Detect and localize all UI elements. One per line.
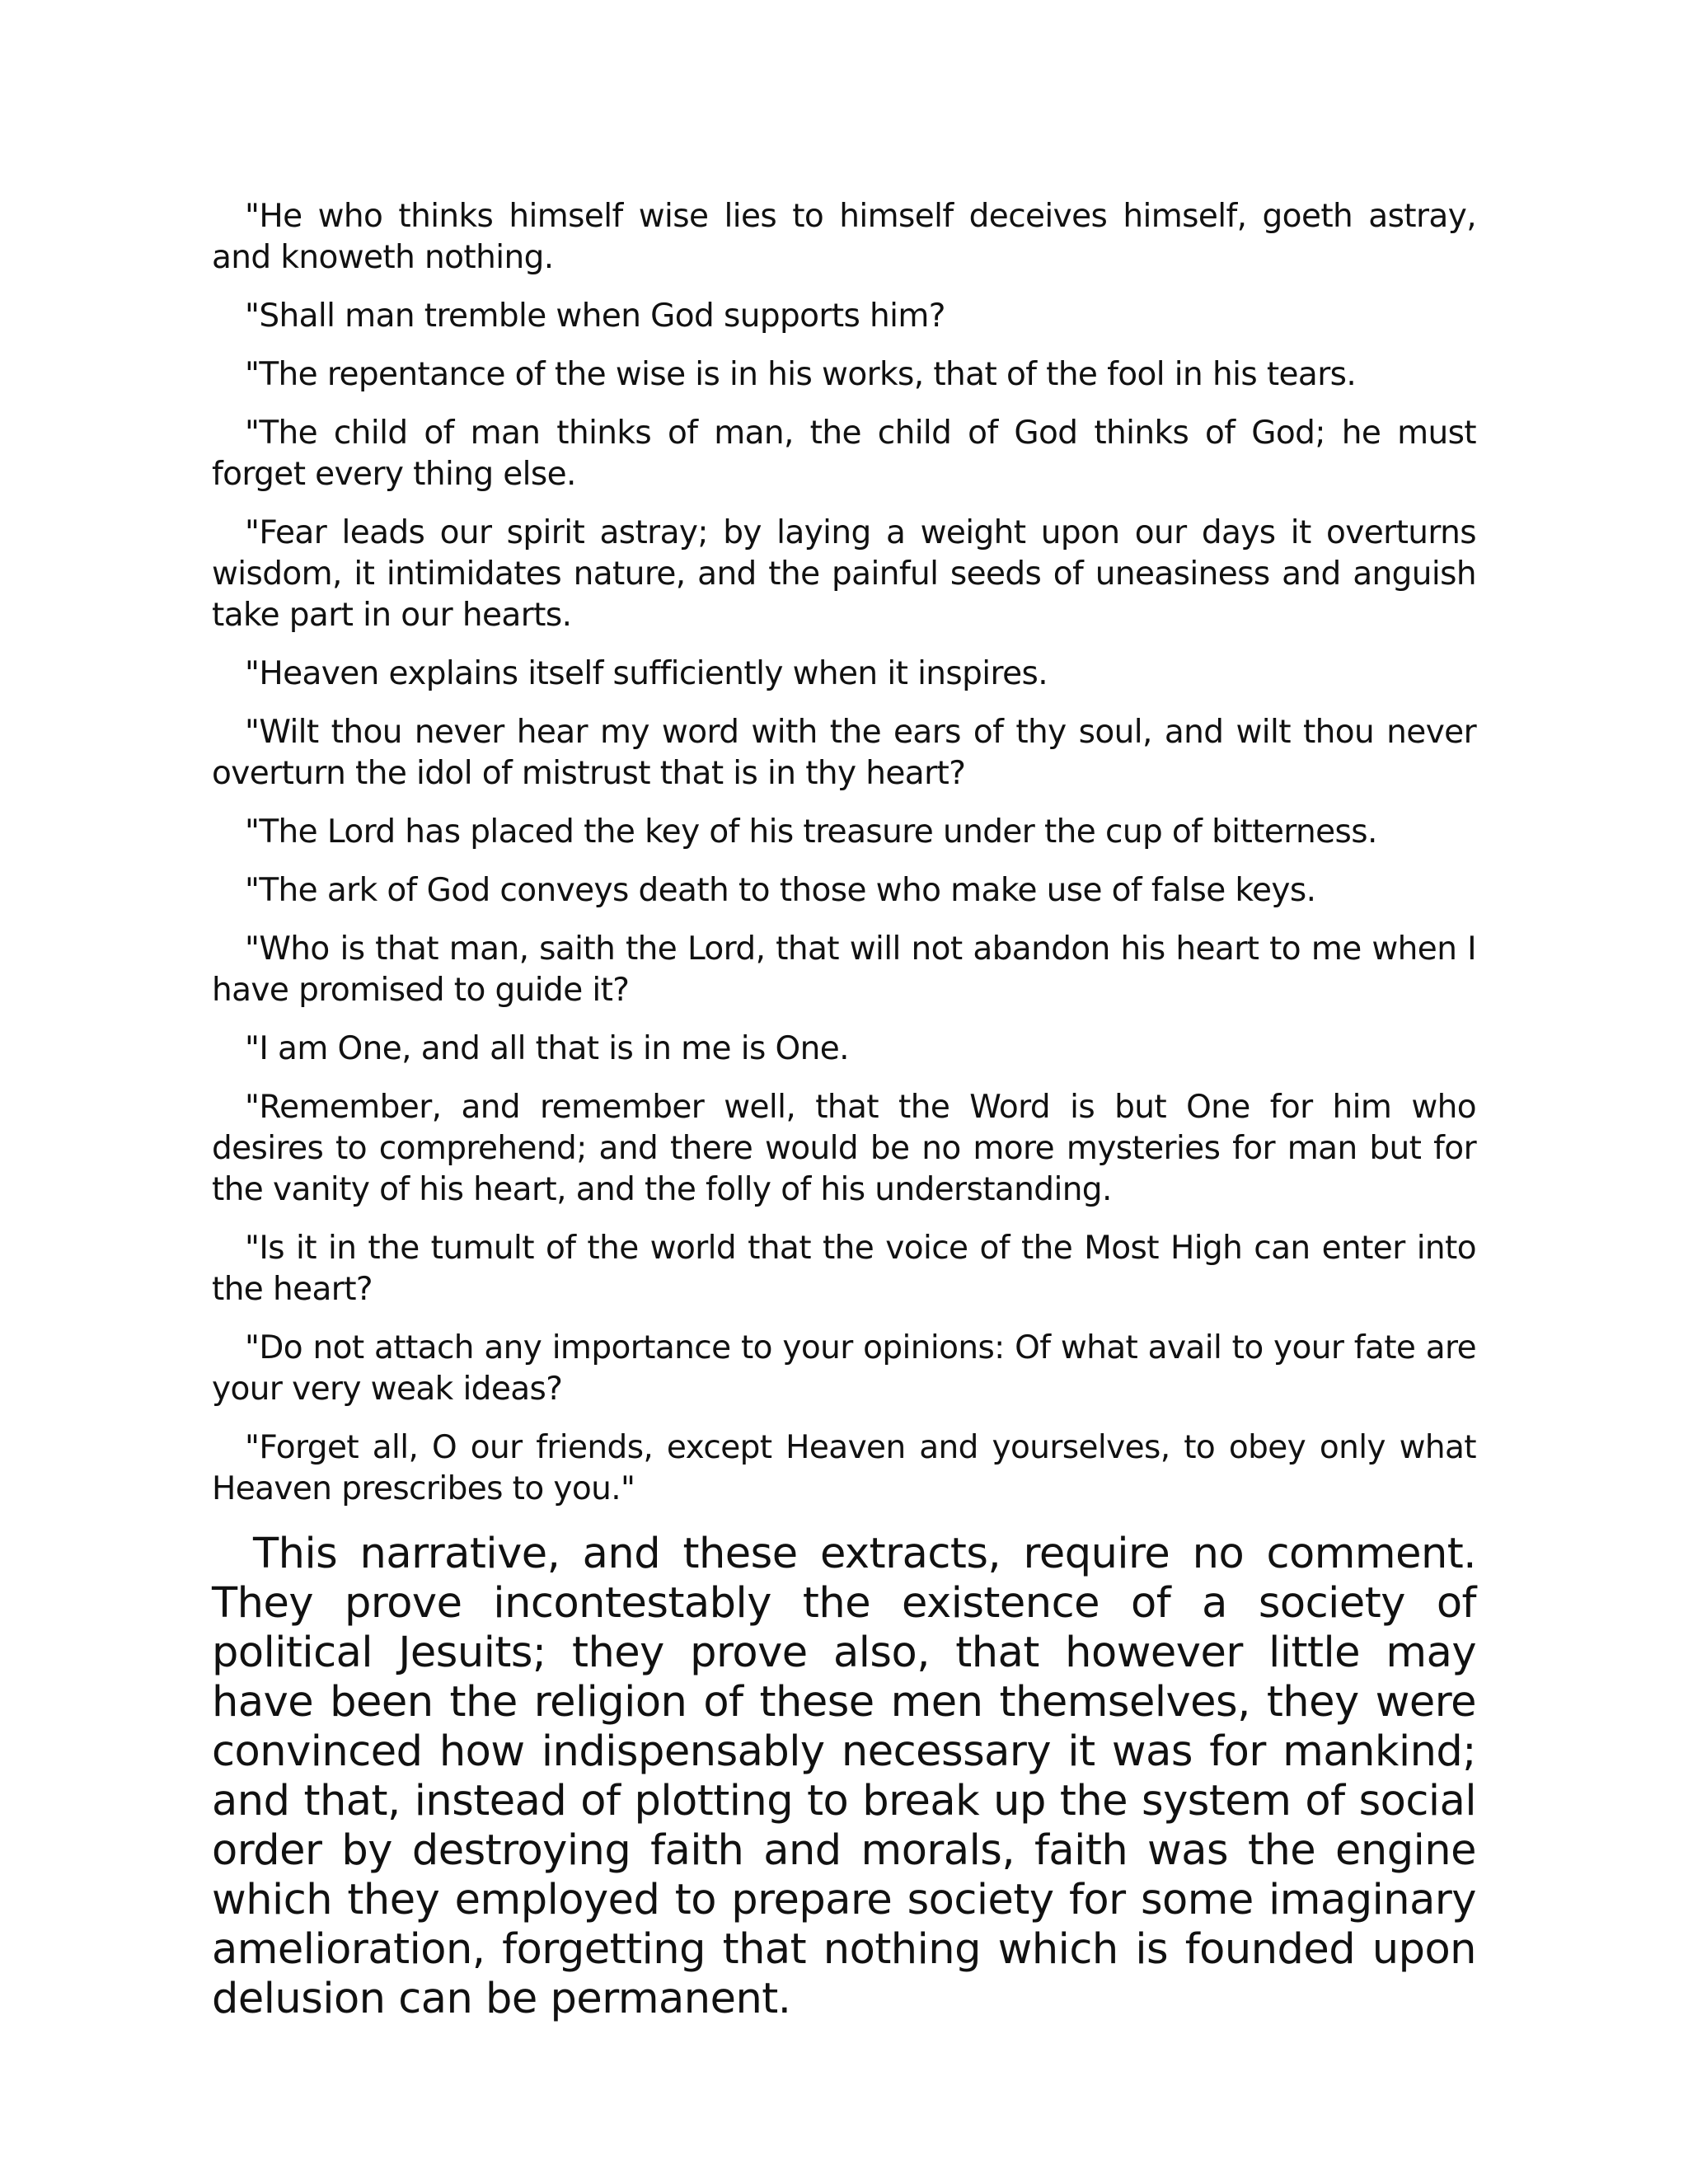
quote-paragraph: "Remember, and remember well, that the Word is but One for him who desires to comprehend; and there would be no more mysteries for man but for the vanity of his heart, and the folly of his understanding. [212, 1089, 1476, 1208]
quote-paragraph: "The ark of God conveys death to those who make use of false keys. [245, 872, 1316, 909]
quote-paragraph: "Do not attach any importance to your opinions: Of what avail to your fate are your very weak ideas? [212, 1329, 1476, 1408]
quote-paragraph: "Heaven explains itself sufficiently when it inspires. [245, 655, 1048, 692]
quote-paragraph: "The child of man thinks of man, the child of God thinks of God; he must forget every thing else. [212, 415, 1476, 493]
document-page [212, 196, 1476, 2024]
quote-paragraph: "Is it in the tumult of the world that the voice of the Most High can enter into the heart? [212, 1230, 1476, 1308]
quote-paragraph: "Wilt thou never hear my word with the ears of thy soul, and wilt thou never overturn the idol of mistrust that is in thy heart? [212, 714, 1476, 792]
commentary-section [212, 1530, 1476, 2024]
quote-paragraph: "Forget all, O our friends, except Heaven and yourselves, to obey only what Heaven prescribes to you." [212, 1429, 1476, 1507]
quoted-maxims [212, 196, 1476, 1510]
quote-paragraph: "Shall man tremble when God supports him? [245, 298, 945, 335]
quote-paragraph: "I am One, and all that is in me is One. [245, 1030, 849, 1067]
commentary-paragraph: This narrative, and these extracts, require no comment. They prove incontestably the existence of a society of political Jesuits; they prove also, that however little may have been the religion of these men themselves, they were convinced how indispensably necessary it was for mankind; and that, instead of plotting to break up the system of social order by destroying faith and morals, faith was the engine which they employed to prepare society for some imaginary amelioration, forgetting that nothing which is founded upon delusion can be permanent. [212, 1530, 1476, 2023]
quote-paragraph: "Who is that man, saith the Lord, that will not abandon his heart to me when I have promised to guide it? [212, 930, 1476, 1009]
quote-paragraph: "The repentance of the wise is in his works, that of the fool in his tears. [245, 356, 1357, 393]
quote-paragraph: "The Lord has placed the key of his treasure under the cup of bitterness. [245, 813, 1377, 851]
quote-paragraph: "Fear leads our spirit astray; by laying a weight upon our days it overturns wisdom, it intimidates nature, and the painful seeds of uneasiness and anguish take part in our hearts. [212, 514, 1476, 634]
quote-paragraph: "He who thinks himself wise lies to himself deceives himself, goeth astray, and knoweth nothing. [212, 198, 1476, 276]
